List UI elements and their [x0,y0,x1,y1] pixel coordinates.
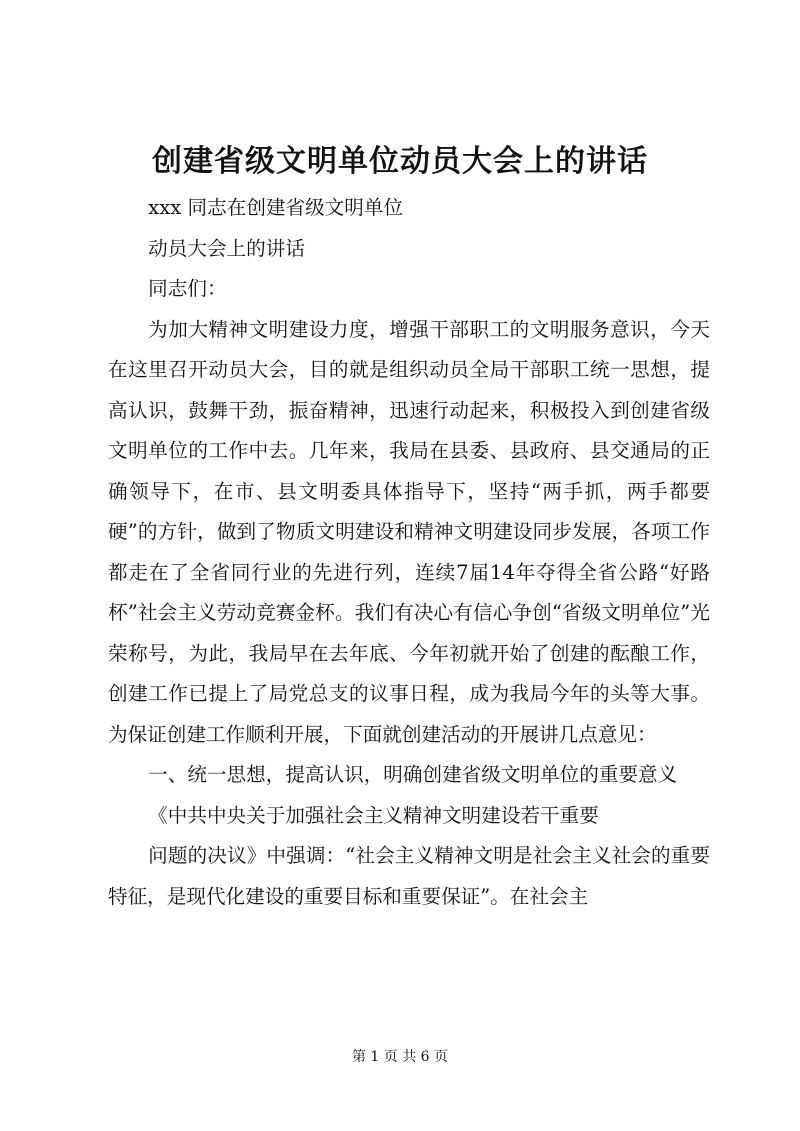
body-paragraph: 《中共中央关于加强社会主义精神文明建设若干重要 [148,803,599,827]
document-body [108,188,710,917]
salutation: 同志们： [148,277,227,300]
document-title: 创建省级文明单位动员大会上的讲话 [152,144,648,179]
body-paragraph: 为加大精神文明建设力度，增强干部职工的文明服务意识，今天在这里召开动员大会，目的就是组织动员全局干部职工统一思想，提高认识，鼓舞干劲，振奋精神，迅速行动起来，积极投入到创建省级文明单位的工作中去。几年来，我局在县委、县政府、县交通局的正确领导下，在市、县文明委具体指导下，坚持“两手抓，两手都要硬”的方针，做到了物质文明建设和精神文明建设同步发展，各项工作都走在了全省同行业的先进行列，连续7届14年夺得全省公路“好路杯”社会主义劳动竞赛金杯。我们有决心有信心争创“省级文明单位”光荣称号，为此，我局早在去年底、今年初就开始了创建的酝酿工作，创建工作已提上了局党总支的议事日程，成为我局今年的头等大事。为保证创建工作顺利开展，下面就创建活动的开展讲几点意见： [108,317,710,746]
section-heading: 一、统一思想，提高认识，明确创建省级文明单位的重要意义 [148,763,678,786]
subtitle-line-2: 动员大会上的讲话 [148,236,305,260]
page-number: 第 1 页 共 6 页 [351,1049,449,1065]
body-paragraph: 问题的决议》中强调：“社会主义精神文明是社会主义社会的重要特征，是现代化建设的重要目标和重要保证”。在社会主 [108,844,710,908]
subtitle-line-1: xxx 同志在创建省级文明单位 [148,196,404,219]
